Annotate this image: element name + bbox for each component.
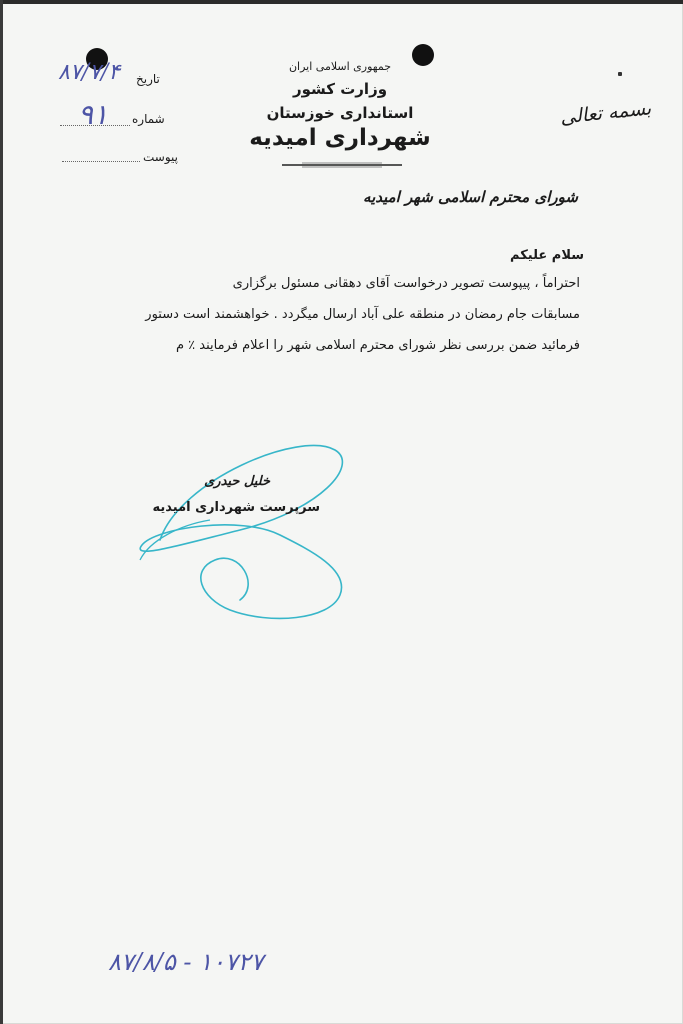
scan-speck	[618, 72, 622, 76]
header-republic: جمهوری اسلامی ایران	[288, 60, 392, 73]
header-governorate: استانداری خوزستان	[266, 104, 414, 122]
attachment-label: پیوست	[143, 150, 178, 164]
body-line: فرمائید ضمن بررسی نظر شورای محترم اسلامی شهر را اعلام فرمایند ٪ م	[175, 338, 580, 353]
scan-left-edge	[0, 0, 3, 1024]
signer-title: سرپرست شهرداری امیدیه	[152, 500, 320, 515]
attachment-dotted-line	[62, 160, 140, 162]
handwritten-signature	[120, 420, 370, 640]
number-label: شماره	[132, 112, 165, 126]
body-line: مسابقات جام رمضان در منطقه علی آباد ارسال میگردد . خواهشمند است دستور	[145, 307, 580, 322]
date-label: تاریخ	[136, 72, 160, 86]
scan-top-edge	[0, 0, 683, 4]
body-line: احتراماً ، پیپوست تصویر درخواست آقای دهقانی مسئول برگزاری	[232, 276, 580, 291]
header-municipality: شهرداری امیدیه	[249, 125, 431, 151]
header-ornament-rule	[282, 162, 402, 168]
handwritten-bottom-note: ۸۷/۸/۵ - ۱۰۷۲۷	[108, 948, 264, 976]
recipient: شورای محترم اسلامی شهر امیدیه	[363, 188, 578, 206]
header-ministry: وزارت کشور	[292, 80, 388, 98]
handwritten-date: ۸۷/۷/۴	[58, 60, 121, 85]
handwritten-bismillah: بسمه تعالی	[559, 97, 653, 129]
signer-name: خلیل حیدری	[204, 474, 270, 489]
greeting: سلام علیکم	[510, 248, 584, 263]
handwritten-number: ۹۱	[78, 98, 109, 131]
